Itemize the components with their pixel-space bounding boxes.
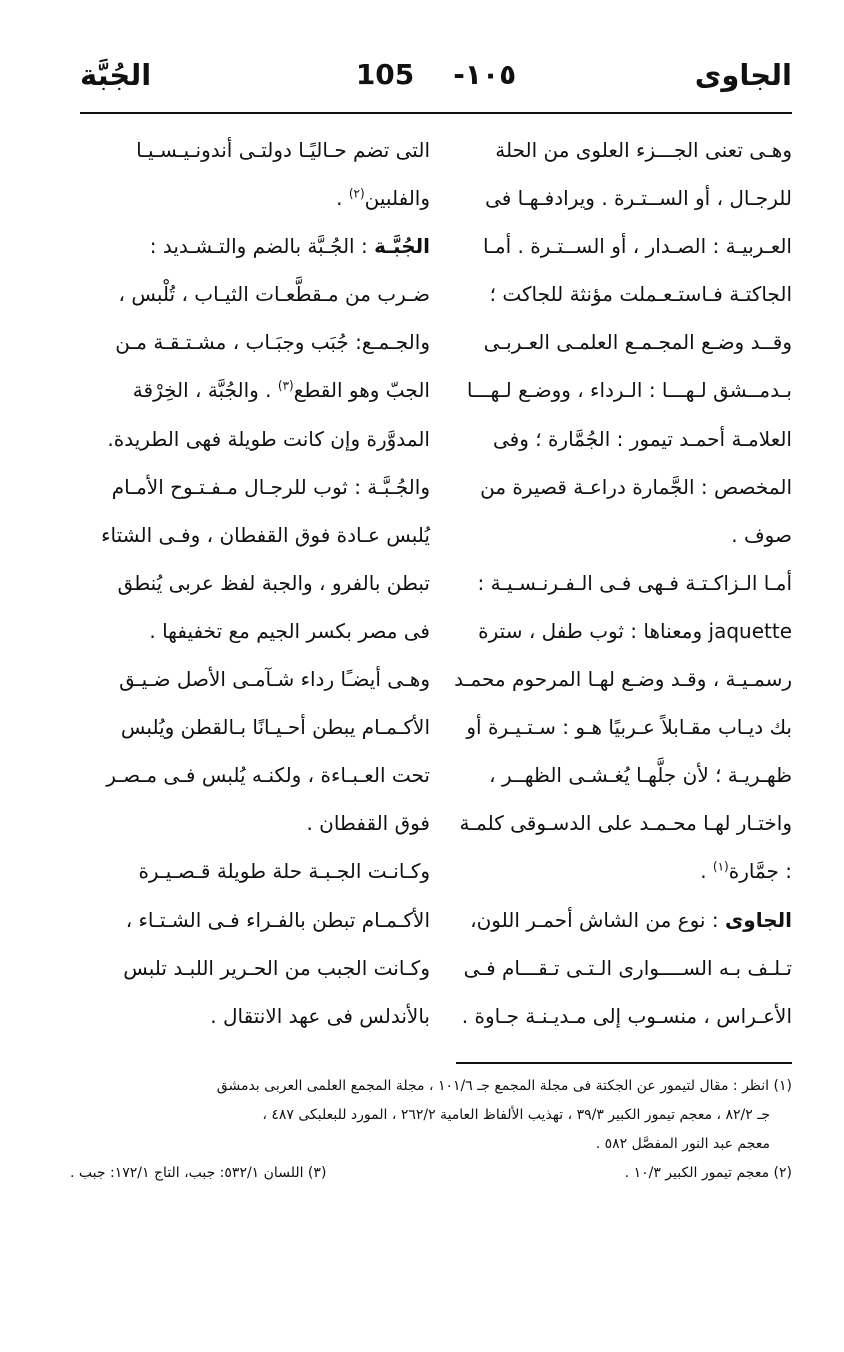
entry-headword: الجُبَّـة (374, 234, 430, 259)
footnote-1-cont: جـ ٨٢/٢ ، معجم تيمور الكبير ٣٩/٣ ، تهذيب الألفاظ العامية ٢٦٢/٢ ، المورد للبعلبكى ٤٨٧ ، (262, 1107, 770, 1123)
text-line: الأكـمـام تبطن بالفـراء فـى الشـتـاء ، (125, 907, 430, 932)
text-line: صوف . (731, 522, 792, 547)
text-line: وهـى تعنى الجـــزء العلوى من الحلة (495, 138, 792, 162)
footnote-2: (٢) معجم تيمور الكبير ١٠/٣ . (624, 1165, 792, 1181)
footnote-ref: (٢) (348, 186, 365, 201)
text-line: أمـا الـزاكـتـة فـهى فـى الـفـرنـسـيـة : (477, 570, 792, 595)
text-line: الأكـمـام يبطن أحـيـانًا بـالقطن ويُلبس (120, 715, 430, 740)
text-line (448, 896, 792, 944)
footnote-1: (١) انظر : مقال لتيمور عن الجكتة فى مجلة المجمع جـ ١٠١/٦ ، مجلة المجمع العلمى العربى بدمشق (216, 1078, 792, 1094)
text-line: فى مصر بكسر الجيم مع تخفيفها . (149, 618, 430, 643)
page-number (356, 55, 516, 95)
entry-headword: الجاوى (724, 907, 792, 932)
text-fragment: والفلبين (364, 186, 430, 211)
page-header (80, 55, 792, 101)
text-line: للرجـال ، أو الســتـرة . ويرادفـهـا فى (485, 186, 792, 211)
footnote-1-cont: معجم عبد النور المفصَّل ٥٨٢ . (595, 1136, 770, 1152)
text-line: العلامـة أحمـد تيمور : الجُمَّارة ؛ وفى (492, 426, 792, 451)
text-line: واختـار لهـا محـمـد على الدسـوقى كلمـة (459, 811, 792, 836)
right-column (448, 126, 792, 1040)
text-line: المخصص : الجَّمارة دراعـة قصيرة من (480, 474, 792, 499)
text-line: ضـرب من مـقطَّعـات الثيـاب ، تُلْبس ، (118, 282, 430, 307)
footnote-ref: (٣) (277, 378, 294, 393)
footnote-ref: (١) (712, 859, 729, 874)
text-fragment: : الجُـبَّة بالضم والتـشـديد : (149, 234, 368, 259)
text-fragment: الجبّ وهو القطع (293, 378, 430, 403)
text-line: jaquette ومعناها : ثوب طفل ، سترة (478, 618, 792, 643)
text-line: يُلبس عـادة فوق القفطان ، وفـى الشتاء (101, 522, 430, 547)
text-line: بالأندلس فى عهد الانتقال . (210, 1003, 430, 1028)
footnotes (70, 1072, 792, 1188)
text-line: والجُـبَّـة : ثوب للرجـال مـفـتـوح الأمـام (111, 474, 430, 499)
text-line: والجـمـع: جُبَب وجبَـاب ، مشـتـقـة مـن (115, 330, 430, 355)
text-line: العـربيـة : الصـدار ، أو الســتـرة . أمـا (482, 234, 792, 259)
text-line: وهـى أيضـًا رداء شـآمـى الأصل ضـيـق (119, 667, 430, 692)
text-line: بك ديـاب مقـابلاً عـربيًا هـو : سـتـيـرة أو (466, 715, 792, 740)
text-line: تبطن بالفرو ، والجبة لفظ عربى يُنطق (117, 570, 430, 595)
text-fragment: : نوع من الشاش أحمـر اللون، (470, 907, 719, 932)
text-fragment: . والجُبَّة ، الخِرْقة (132, 378, 272, 403)
text-line (80, 222, 430, 270)
footnote-3: (٣) اللسان ٥٣٢/١: جبب، التاج ١٧٢/١: جبب . (70, 1165, 327, 1181)
footnote-rule (456, 1062, 792, 1064)
page-number-latin: 105 (355, 58, 415, 91)
text-line: وكـانت الجبب من الحـرير اللبـد تلبس (123, 955, 430, 980)
text-fragment: : جمَّارة (728, 859, 792, 884)
text-line: والفلبين$^{(٢)}$ . (336, 186, 430, 211)
left-column (80, 126, 430, 1040)
footnote-row (70, 1159, 792, 1188)
page-number-arabic: -١٠٥ (453, 58, 517, 91)
running-head-left: الجُبَّة (80, 58, 152, 92)
text-line: تـلـف بـه الســــوارى الـتـى تـقـــام فـى (463, 955, 792, 980)
text-line: : جمَّارة$^{(١)}$ . (700, 859, 792, 884)
header-rule (80, 112, 792, 114)
text-line: وقــد وضـع المجـمـع العلمـى العـربـى (483, 330, 792, 355)
text-line: ظهـريـة ؛ لأن جلَّهـا يُغـشـى الظهــر ، (489, 763, 792, 788)
text-line: فوق القفطان . (306, 811, 430, 836)
running-head-right: الجاوى (694, 58, 792, 92)
text-line: المدوَّرة وإن كانت طويلة فهى الطريدة. (107, 426, 430, 451)
text-line: تحت العـبـاءة ، ولكنـه يُلبس فـى مـصـر (106, 763, 430, 788)
text-line: الجاكتـة فـاستـعـملت مؤنثة للجاكت ؛ (489, 282, 792, 307)
text-line: رسمـيـة ، وقـد وضـع لهـا المرحوم محمـد (454, 667, 792, 692)
text-line: بـدمــشق لـهـــا : الـرداء ، ووضـع لـهـــا (466, 378, 792, 403)
text-line: التى تضم حـاليًـا دولتـى أندونـيـسـيـا (136, 138, 430, 162)
text-line: وكـانـت الجـبـة حلة طويلة قـصـيـرة (138, 859, 430, 884)
text-line: الأعـراس ، منسـوب إلى مـديـنـة جـاوة . (461, 1003, 792, 1028)
text-line (80, 366, 430, 414)
